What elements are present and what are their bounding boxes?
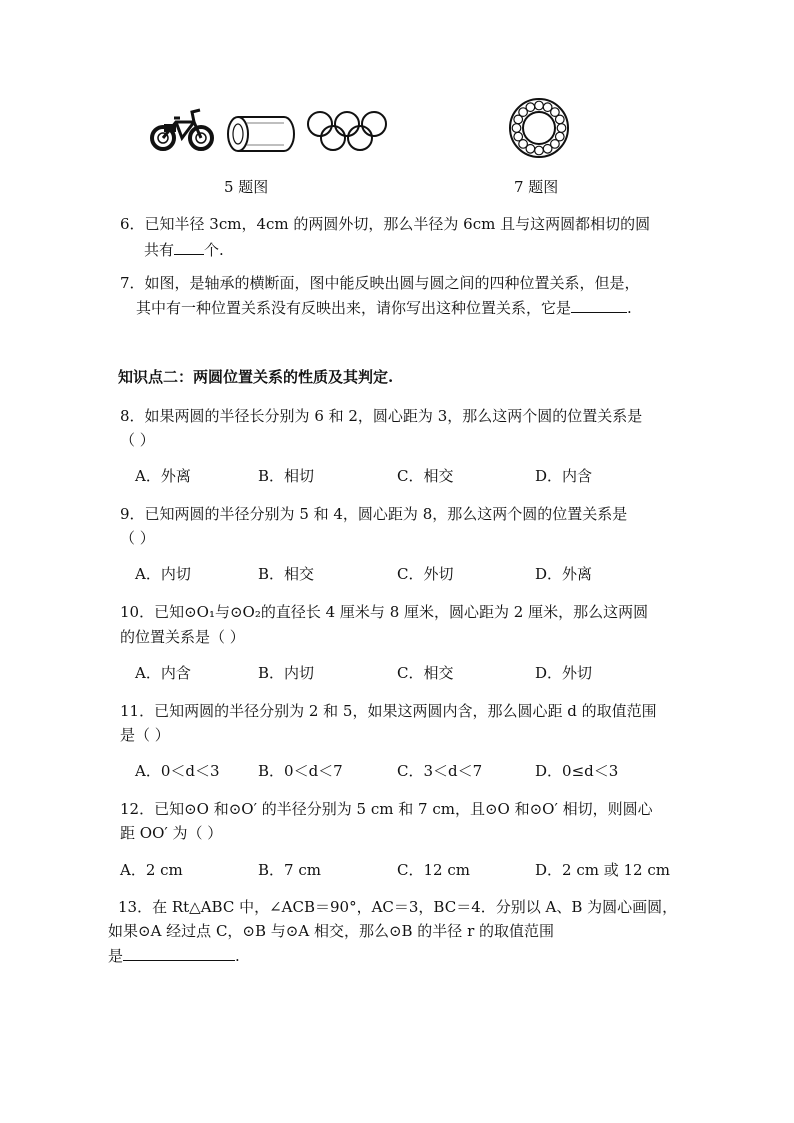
bearing-ball [526, 103, 535, 112]
q8-line1: 8．如果两圆的半径长分别为 6 和 2，圆心距为 3，那么这两个圆的位置关系是 [120, 407, 643, 425]
q9-line2: （ ） [120, 529, 155, 547]
q8-option-c[interactable]: C．相交 [397, 467, 454, 485]
q10-line2: 的位置关系是（ ） [120, 628, 245, 646]
section2-title: 知识点二：两圆位置关系的性质及其判定. [118, 368, 394, 386]
q13-line2: 如果⊙A 经过点 C，⊙B 与⊙A 相交，那么⊙B 的半径 r 的取值范围 [108, 922, 555, 940]
bicycle-icon [150, 104, 214, 154]
q9-option-b[interactable]: B．相交 [258, 565, 315, 583]
q12-option-b[interactable]: B．7 cm [258, 861, 321, 879]
q9-option-c[interactable]: C．外切 [397, 565, 454, 583]
q8-option-d[interactable]: D．内含 [535, 467, 593, 485]
bearing-ball [535, 146, 544, 155]
q12-line2: 距 OO′ 为（ ） [120, 824, 223, 842]
bearing-ball [555, 115, 564, 124]
q13-line3 [108, 946, 240, 966]
q10-line1: 10．已知⊙O₁与⊙O₂的直径长 4 厘米与 8 厘米，圆心距为 2 厘米，那么这两圆 [120, 603, 649, 621]
q7-answer-blank[interactable] [571, 298, 627, 313]
q8-option-a[interactable]: A．外离 [135, 467, 191, 485]
q11-option-c[interactable]: C．3＜d＜7 [397, 762, 483, 780]
bearing-ball [557, 124, 566, 133]
q6-line1: 6．已知半径 3cm，4cm 的两圆外切，那么半径为 6cm 且与这两圆都相切的圆 [120, 215, 651, 233]
q9-option-d[interactable]: D．外离 [535, 565, 593, 583]
q8-option-b[interactable]: B．相切 [258, 467, 315, 485]
bearing-ball [535, 101, 544, 110]
bearing-ball [543, 144, 552, 153]
olympic-rings-icon [306, 108, 388, 154]
bearing-ball [512, 124, 521, 133]
q6-text-a: 共有 [144, 241, 175, 259]
bearing-icon [508, 97, 570, 159]
q12-option-a[interactable]: A．2 cm [120, 861, 183, 879]
q12-option-c[interactable]: C．12 cm [397, 861, 470, 879]
q13-text-b: . [235, 947, 240, 965]
q6-line2 [144, 240, 224, 260]
q7-text-b: . [627, 299, 632, 317]
q10-option-d[interactable]: D．外切 [535, 664, 593, 682]
tube-icon [224, 113, 296, 155]
q12-option-d[interactable]: D．2 cm 或 12 cm [535, 861, 670, 879]
q11-line2: 是（ ） [120, 726, 170, 744]
q6-text-b: 个. [204, 241, 224, 259]
q11-option-d[interactable]: D．0≤d＜3 [535, 762, 619, 780]
q13-line1: 13．在 Rt△ABC 中，∠ACB＝90°，AC＝3，BC＝4．分别以 A、B 为圆心画圆， [118, 898, 678, 916]
q10-option-a[interactable]: A．内含 [135, 664, 191, 682]
q7-text-a: 其中有一种位置关系没有反映出来，请你写出这种位置关系，它是 [136, 299, 572, 317]
q11-option-b[interactable]: B．0＜d＜7 [258, 762, 343, 780]
q8-line2: （ ） [120, 431, 155, 449]
q9-line1: 9．已知两圆的半径分别为 5 和 4，圆心距为 8，那么这两个圆的位置关系是 [120, 505, 628, 523]
q9-option-a[interactable]: A．内切 [135, 565, 191, 583]
q13-text-a: 是 [108, 947, 124, 965]
q10-option-c[interactable]: C．相交 [397, 664, 454, 682]
fig7-caption: 7 题图 [514, 178, 559, 196]
q7-line2 [136, 298, 632, 318]
q11-option-a[interactable]: A．0＜d＜3 [135, 762, 220, 780]
fig5-caption: 5 题图 [224, 178, 269, 196]
q6-answer-blank[interactable] [174, 240, 204, 255]
q12-line1: 12．已知⊙O 和⊙O′ 的半径分别为 5 cm 和 7 cm，且⊙O 和⊙O′ 相切，则圆心 [120, 800, 653, 818]
q11-line1: 11．已知两圆的半径分别为 2 和 5，如果这两圆内含，那么圆心距 d 的取值范围 [120, 702, 657, 720]
q7-line1: 7．如图，是轴承的横断面，图中能反映出圆与圆之间的四种位置关系，但是， [120, 274, 640, 292]
q13-answer-blank[interactable] [123, 946, 235, 961]
q10-option-b[interactable]: B．内切 [258, 664, 315, 682]
bearing-ball [514, 132, 523, 141]
